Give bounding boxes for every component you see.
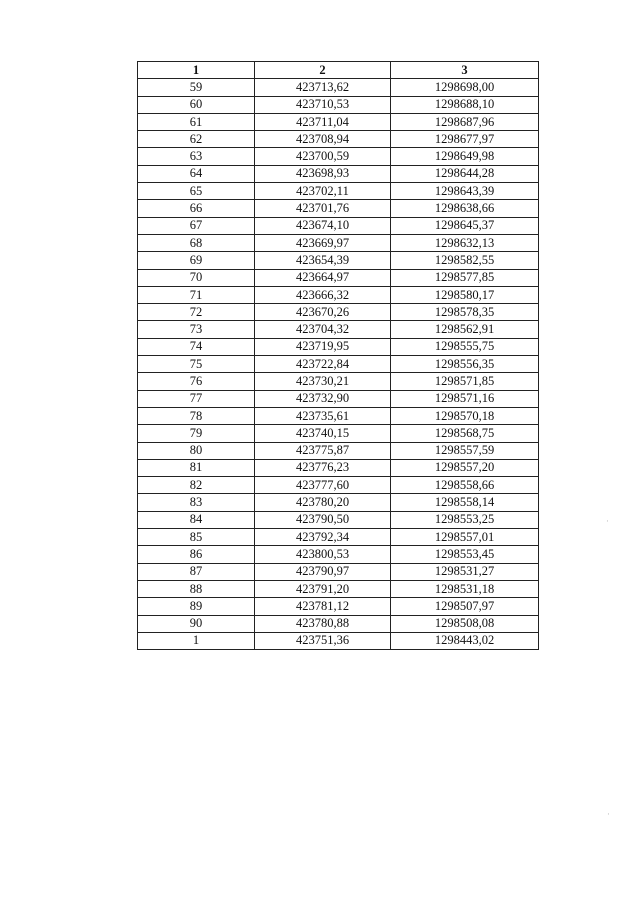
x-coordinate-cell: 423666,32: [255, 286, 391, 303]
x-coordinate-cell: 423735,61: [255, 407, 391, 424]
column-header-3: 3: [391, 62, 539, 79]
x-coordinate-cell: 423698,93: [255, 165, 391, 182]
point-number-cell: 73: [138, 321, 255, 338]
y-coordinate-cell: 1298556,35: [391, 356, 539, 373]
table-row: [138, 131, 539, 148]
point-number-cell: 65: [138, 183, 255, 200]
column-header-2: 2: [255, 62, 391, 79]
x-coordinate-cell: 423700,59: [255, 148, 391, 165]
y-coordinate-cell: 1298645,37: [391, 217, 539, 234]
x-coordinate-cell: 423732,90: [255, 390, 391, 407]
y-coordinate-cell: 1298687,96: [391, 113, 539, 130]
point-number-cell: 72: [138, 304, 255, 321]
point-number-cell: 74: [138, 338, 255, 355]
x-coordinate-cell: 423708,94: [255, 131, 391, 148]
table-row: [138, 234, 539, 251]
x-coordinate-cell: 423800,53: [255, 546, 391, 563]
point-number-cell: 82: [138, 477, 255, 494]
table-row: [138, 321, 539, 338]
y-coordinate-cell: 1298443,02: [391, 632, 539, 649]
point-number-cell: 63: [138, 148, 255, 165]
point-number-cell: 68: [138, 234, 255, 251]
point-number-cell: 78: [138, 407, 255, 424]
point-number-cell: 60: [138, 96, 255, 113]
point-number-cell: 61: [138, 113, 255, 130]
x-coordinate-cell: 423740,15: [255, 425, 391, 442]
table-row: [138, 286, 539, 303]
y-coordinate-cell: 1298638,66: [391, 200, 539, 217]
point-number-cell: 71: [138, 286, 255, 303]
y-coordinate-cell: 1298577,85: [391, 269, 539, 286]
x-coordinate-cell: 423654,39: [255, 252, 391, 269]
table-row: [138, 563, 539, 580]
y-coordinate-cell: 1298508,08: [391, 615, 539, 632]
x-coordinate-cell: 423710,53: [255, 96, 391, 113]
x-coordinate-cell: 423711,04: [255, 113, 391, 130]
y-coordinate-cell: 1298531,18: [391, 580, 539, 597]
x-coordinate-cell: 423664,97: [255, 269, 391, 286]
table-row: [138, 183, 539, 200]
table-row: [138, 615, 539, 632]
table-row: [138, 217, 539, 234]
y-coordinate-cell: 1298571,85: [391, 373, 539, 390]
point-number-cell: 69: [138, 252, 255, 269]
table-row: [138, 459, 539, 476]
table-row: [138, 200, 539, 217]
table-row: [138, 269, 539, 286]
y-coordinate-cell: 1298688,10: [391, 96, 539, 113]
table-row: [138, 165, 539, 182]
table-body: [138, 79, 539, 650]
point-number-cell: 81: [138, 459, 255, 476]
y-coordinate-cell: 1298571,16: [391, 390, 539, 407]
y-coordinate-cell: 1298568,75: [391, 425, 539, 442]
x-coordinate-cell: 423777,60: [255, 477, 391, 494]
y-coordinate-cell: 1298570,18: [391, 407, 539, 424]
y-coordinate-cell: 1298578,35: [391, 304, 539, 321]
x-coordinate-cell: 423702,11: [255, 183, 391, 200]
coordinates-table: [137, 61, 539, 650]
y-coordinate-cell: 1298558,66: [391, 477, 539, 494]
x-coordinate-cell: 423780,20: [255, 494, 391, 511]
table-row: [138, 425, 539, 442]
point-number-cell: 85: [138, 529, 255, 546]
x-coordinate-cell: 423719,95: [255, 338, 391, 355]
table-row: [138, 96, 539, 113]
table-row: [138, 477, 539, 494]
point-number-cell: 89: [138, 598, 255, 615]
table-row: [138, 407, 539, 424]
x-coordinate-cell: 423730,21: [255, 373, 391, 390]
y-coordinate-cell: 1298557,59: [391, 442, 539, 459]
point-number-cell: 90: [138, 615, 255, 632]
x-coordinate-cell: 423670,26: [255, 304, 391, 321]
table-header: [138, 62, 539, 79]
x-coordinate-cell: 423791,20: [255, 580, 391, 597]
x-coordinate-cell: 423704,32: [255, 321, 391, 338]
table-row: [138, 546, 539, 563]
scan-speck: ·: [607, 810, 610, 820]
y-coordinate-cell: 1298553,25: [391, 511, 539, 528]
table-row: [138, 148, 539, 165]
table-row: [138, 598, 539, 615]
x-coordinate-cell: 423776,23: [255, 459, 391, 476]
y-coordinate-cell: 1298557,20: [391, 459, 539, 476]
table-row: [138, 356, 539, 373]
table-row: [138, 304, 539, 321]
y-coordinate-cell: 1298555,75: [391, 338, 539, 355]
x-coordinate-cell: 423775,87: [255, 442, 391, 459]
table-row: [138, 511, 539, 528]
x-coordinate-cell: 423701,76: [255, 200, 391, 217]
y-coordinate-cell: 1298507,97: [391, 598, 539, 615]
y-coordinate-cell: 1298677,97: [391, 131, 539, 148]
table-row: [138, 494, 539, 511]
point-number-cell: 64: [138, 165, 255, 182]
y-coordinate-cell: 1298557,01: [391, 529, 539, 546]
x-coordinate-cell: 423713,62: [255, 79, 391, 96]
x-coordinate-cell: 423674,10: [255, 217, 391, 234]
y-coordinate-cell: 1298531,27: [391, 563, 539, 580]
x-coordinate-cell: 423780,88: [255, 615, 391, 632]
x-coordinate-cell: 423790,97: [255, 563, 391, 580]
table-row: [138, 580, 539, 597]
point-number-cell: 86: [138, 546, 255, 563]
scan-speck: ·: [606, 517, 609, 527]
point-number-cell: 75: [138, 356, 255, 373]
point-number-cell: 76: [138, 373, 255, 390]
point-number-cell: 62: [138, 131, 255, 148]
point-number-cell: 79: [138, 425, 255, 442]
y-coordinate-cell: 1298632,13: [391, 234, 539, 251]
point-number-cell: 84: [138, 511, 255, 528]
x-coordinate-cell: 423669,97: [255, 234, 391, 251]
point-number-cell: 70: [138, 269, 255, 286]
point-number-cell: 1: [138, 632, 255, 649]
header-row: [138, 62, 539, 79]
point-number-cell: 83: [138, 494, 255, 511]
point-number-cell: 67: [138, 217, 255, 234]
x-coordinate-cell: 423790,50: [255, 511, 391, 528]
column-header-1: 1: [138, 62, 255, 79]
point-number-cell: 80: [138, 442, 255, 459]
y-coordinate-cell: 1298580,17: [391, 286, 539, 303]
point-number-cell: 77: [138, 390, 255, 407]
y-coordinate-cell: 1298558,14: [391, 494, 539, 511]
y-coordinate-cell: 1298562,91: [391, 321, 539, 338]
x-coordinate-cell: 423781,12: [255, 598, 391, 615]
y-coordinate-cell: 1298644,28: [391, 165, 539, 182]
y-coordinate-cell: 1298553,45: [391, 546, 539, 563]
x-coordinate-cell: 423751,36: [255, 632, 391, 649]
table-row: [138, 113, 539, 130]
point-number-cell: 87: [138, 563, 255, 580]
table-row: [138, 252, 539, 269]
y-coordinate-cell: 1298643,39: [391, 183, 539, 200]
table-row: [138, 632, 539, 649]
x-coordinate-cell: 423792,34: [255, 529, 391, 546]
point-number-cell: 59: [138, 79, 255, 96]
point-number-cell: 66: [138, 200, 255, 217]
table-row: [138, 338, 539, 355]
table-row: [138, 79, 539, 96]
y-coordinate-cell: 1298649,98: [391, 148, 539, 165]
x-coordinate-cell: 423722,84: [255, 356, 391, 373]
point-number-cell: 88: [138, 580, 255, 597]
table-row: [138, 373, 539, 390]
table-row: [138, 529, 539, 546]
y-coordinate-cell: 1298698,00: [391, 79, 539, 96]
y-coordinate-cell: 1298582,55: [391, 252, 539, 269]
table-row: [138, 390, 539, 407]
table-row: [138, 442, 539, 459]
